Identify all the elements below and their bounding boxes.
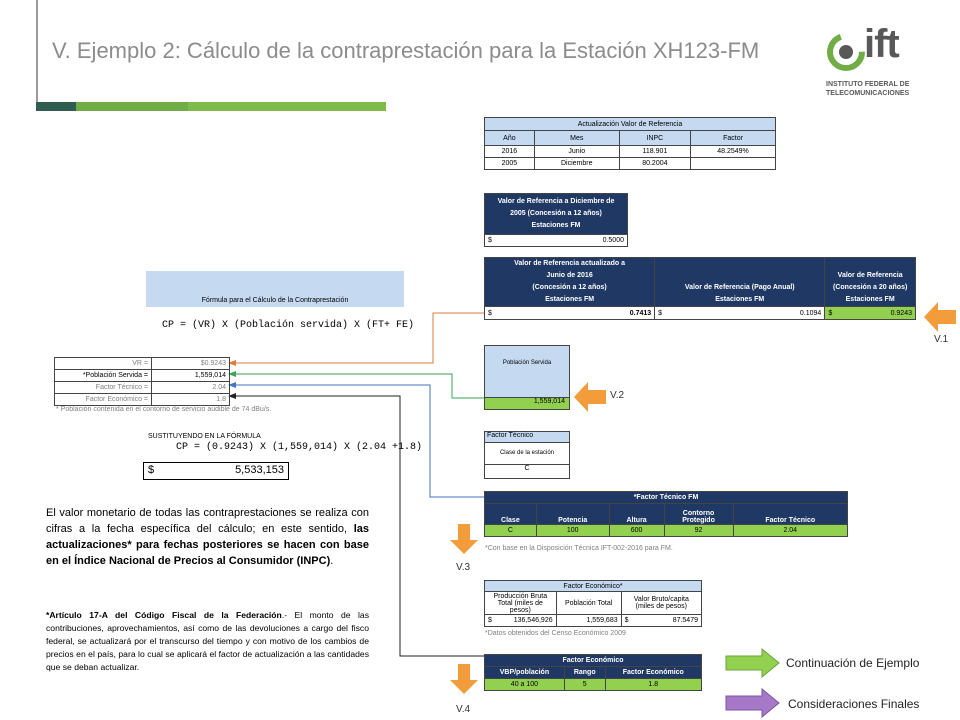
factor-economico-box-title: Factor Económico*	[485, 581, 702, 592]
formula-value: 1.8	[152, 394, 230, 406]
ref-header-line: Estaciones FM	[845, 296, 895, 303]
ref-header-line: Estaciones FM	[715, 296, 765, 303]
paragraph-bold: las actualizaciones* para fechas posteriores se hacen con base en el Índice Nacional de Precios al Consumidor (INPC)	[46, 523, 369, 567]
continue-label: Continuación de Ejemplo	[786, 656, 920, 670]
article-paragraph	[46, 609, 369, 674]
factor-tecnico-cell: C	[485, 525, 537, 537]
factor-tecnico-cell: 100	[536, 525, 609, 537]
currency-sign: $	[485, 615, 500, 627]
final-label: Consideraciones Finales	[788, 697, 920, 711]
ref-header-line: Valor de Referencia actualizado a	[514, 260, 626, 267]
result-value: 5,533,153	[235, 464, 284, 476]
ref-col2-header	[655, 258, 825, 307]
paragraph-text: El valor monetario de todas las contraprestaciones se realiza con cifras a la fecha específica del cálculo; en este sentido,	[46, 507, 369, 535]
factor-tecnico-box	[484, 431, 570, 479]
arrow-label-v2: V.2	[610, 390, 625, 401]
factor-economico-header: Factor Económico	[605, 667, 701, 679]
substitution-label: SUSTITUYENDO EN LA FÓRMULA	[148, 433, 261, 440]
ref-update-cell: Diciembre	[534, 158, 619, 170]
formula-label: VR =	[55, 358, 152, 370]
inpc-paragraph	[46, 505, 369, 569]
arrow-label-v1: V.1	[934, 334, 949, 345]
ref-update-header: Mes	[534, 131, 619, 146]
ref-col1-header	[485, 258, 655, 307]
ref-update-header: INPC	[619, 131, 690, 146]
formula-inputs-table	[54, 357, 230, 406]
factor-tecnico-table	[484, 491, 848, 537]
ref-update-header: Factor	[691, 131, 776, 146]
currency-sign: $	[148, 464, 155, 476]
factor-tecnico-cell: 92	[664, 525, 733, 537]
ref-update-header: Año	[485, 131, 535, 146]
paragraph-text: .	[330, 555, 334, 567]
factor-tecnico-header: Factor Técnico	[733, 504, 847, 525]
poblacion-label: Población Servida	[502, 360, 552, 366]
factor-economico-box-value-text: 87.5479	[672, 617, 698, 624]
connector-factor-tecnico	[232, 385, 484, 497]
article-title: *Artículo 17-A del Código Fiscal de la Federación	[46, 610, 282, 620]
currency-sign: $	[655, 307, 670, 320]
factor-economico-box-header: Valor Bruto/capita (miles de pesos)	[621, 592, 701, 615]
factor-tecnico-header: Altura	[609, 504, 664, 525]
ref-annual-value: 0.1094	[669, 307, 825, 320]
factor-tecnico-note: *Con base en la Disposición Técnica IFT-002-2016 para FM.	[485, 545, 673, 552]
currency-sign: $	[485, 235, 502, 247]
factor-tecnico-header: Potencia	[536, 504, 609, 525]
ref-update-cell: 48.2549%	[691, 146, 776, 158]
factor-economico-box	[484, 580, 702, 627]
ref-2005-header-line: 2005 (Concesión a 12 años)	[510, 210, 602, 217]
currency-sign: $	[825, 307, 840, 320]
ref-header-line: Valor de Referencia	[837, 272, 903, 279]
factor-economico-cell: 1.8	[605, 679, 701, 691]
logo-line-2: TELECOMUNICACIONES	[826, 90, 910, 97]
article-text: .- El monto de las contribuciones, aprovechamientos, así como de las devoluciones a cargo del fisco federal, se actualizará por el transcurso del tiempo y con motivo de los cambios de precios en el país, para lo cual se aplicará el factor de actualización a las cantidades que se deban actualizar.	[46, 610, 370, 672]
ref-header-line: Valor de Referencia (Pago Anual)	[684, 284, 795, 291]
factor-economico-box-value: 1,559,683	[556, 615, 621, 627]
arrow-down-icon[interactable]	[448, 522, 480, 556]
factor-economico-cell: 40 a 100	[485, 679, 565, 691]
ref-update-cell: 2005	[485, 158, 535, 170]
factor-economico-box-header: Población Total	[556, 592, 621, 615]
formula-expression: CP = (VR) X (Población servida) X (FT+ FE)	[162, 320, 415, 331]
connector-poblacion	[232, 374, 484, 398]
formula-title: Fórmula para el Cálculo de la Contraprestación	[146, 271, 404, 307]
continue-button[interactable]	[724, 648, 944, 678]
slide-title: V. Ejemplo 2: Cálculo de la contraprestación para la Estación XH123-FM	[52, 38, 760, 63]
ref-update-cell	[691, 158, 776, 170]
formula-value: 1,559,014	[152, 370, 230, 382]
formula-label: *Población Servida =	[55, 370, 152, 382]
factor-economico-header: VBP/población	[485, 667, 565, 679]
ref-update-table	[484, 117, 776, 170]
currency-sign: $	[485, 307, 500, 320]
currency-sign: $	[624, 617, 629, 624]
arrow-label-v4: V.4	[456, 704, 471, 715]
factor-economico-cell: 5	[564, 679, 605, 691]
arrow-left-icon[interactable]	[572, 380, 608, 414]
factor-tecnico-box-value: C	[524, 465, 530, 472]
factor-tecnico-box-label: Clase de la estación	[485, 443, 569, 465]
factor-economico-table	[484, 654, 702, 691]
arrow-label-v3: V.3	[456, 562, 471, 573]
factor-economico-header: Rango	[564, 667, 605, 679]
ref-2005-header	[485, 194, 628, 235]
ref-update-cell: 2016	[485, 146, 535, 158]
factor-tecnico-header: Clase	[485, 504, 537, 525]
formula-value: 2.04	[152, 382, 230, 394]
factor-tecnico-cell: 2.04	[733, 525, 847, 537]
ref-header-line: (Concesión a 12 años)	[532, 284, 607, 291]
arrow-left-icon[interactable]	[922, 300, 958, 334]
ref-2005-header-line: Estaciones FM	[531, 222, 581, 229]
poblacion-box	[484, 345, 570, 410]
formula-label: Factor Técnico =	[55, 382, 152, 394]
factor-economico-box-value	[621, 615, 701, 627]
factor-economico-box-value: 136,546,926	[499, 615, 556, 627]
ref-header-line: Junio de 2016	[546, 272, 593, 279]
ref-update-cell: 118.901	[619, 146, 690, 158]
ref-header-line: (Concesión a 20 años)	[833, 284, 908, 291]
factor-economico-note: *Datos obtenidos del Censo Económico 2009	[485, 630, 626, 637]
factor-tecnico-cell: 600	[609, 525, 664, 537]
ref-update-cell: 80.2004	[619, 158, 690, 170]
result-box	[143, 462, 289, 480]
ref-2005-table	[484, 193, 628, 247]
ref-values-table	[484, 257, 916, 320]
poblacion-value: 1,559,014	[485, 397, 569, 409]
final-considerations-button[interactable]	[724, 688, 948, 718]
factor-tecnico-header: Contorno Protegido	[664, 504, 733, 525]
ref-col3-header	[825, 258, 916, 307]
factor-tecnico-title: *Factor Técnico FM	[485, 492, 848, 504]
ref-2005-value: 0.5000	[501, 235, 628, 247]
ref-updated-value: 0.7413	[499, 307, 655, 320]
arrow-down-icon[interactable]	[448, 662, 480, 696]
logo-line-1: INSTITUTO FEDERAL DE	[826, 81, 910, 88]
factor-economico-box-header: Producción Bruta Total (miles de pesos)	[485, 592, 557, 615]
factor-economico-title: Factor Económico	[485, 655, 702, 667]
arrow-right-icon	[724, 648, 780, 678]
formula-label: Factor Económico =	[55, 394, 152, 406]
ref-update-title: Actualización Valor de Referencia	[485, 118, 776, 131]
ref-2005-header-line: Valor de Referencia a Diciembre de	[497, 198, 615, 205]
ref-header-line: Estaciones FM	[545, 296, 595, 303]
formula-note: * Población contenida en el contorno de servicio audible de 74 dBu/s.	[56, 406, 272, 413]
formula-value: $0.9243	[152, 358, 230, 370]
substitution-expression: CP = (0.9243) X (1,559,014) X (2.04 +1.8)	[176, 442, 423, 453]
factor-tecnico-box-title: Factor Técnico	[485, 432, 569, 443]
ref-update-cell: Junio	[534, 146, 619, 158]
arrow-right-icon	[724, 688, 780, 718]
logo-brand: ift	[864, 22, 899, 66]
ref-20y-value: 0.9243	[839, 307, 915, 320]
